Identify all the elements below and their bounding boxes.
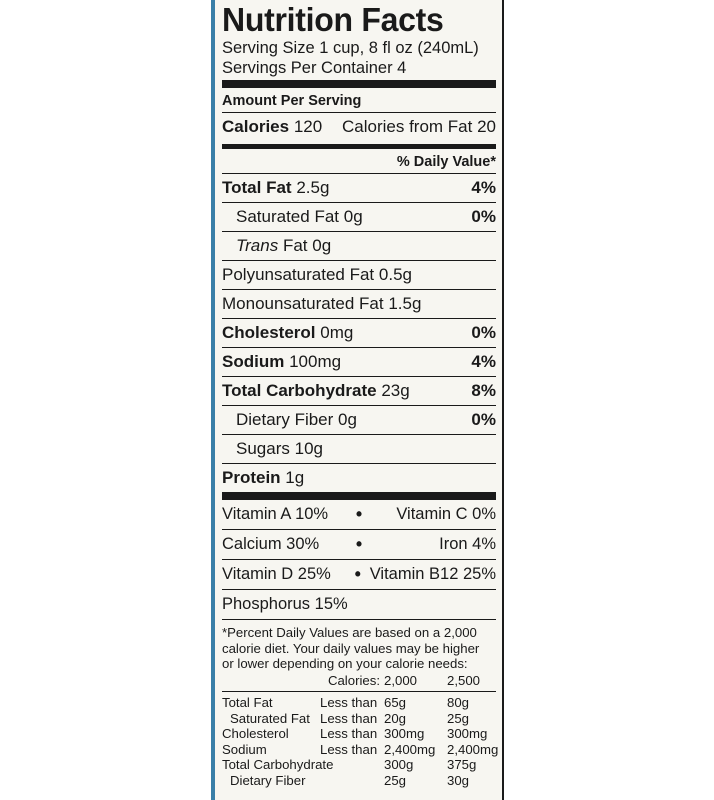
dv-table-row — [222, 773, 496, 789]
nutrient-label: Trans — [236, 236, 279, 255]
dv-table-cell: 80g — [447, 695, 470, 710]
vitamin-row — [222, 500, 496, 529]
label-title: Nutrition Facts — [222, 1, 444, 38]
dv-table-cell: 25g — [447, 710, 470, 726]
amount-per-serving: Amount Per Serving — [222, 93, 362, 109]
dv-table-row — [222, 741, 499, 758]
nutrient-dv: 4% — [471, 352, 496, 371]
dv-table-cell: Total Fat — [222, 695, 273, 710]
dv-table-cell: 20g — [384, 710, 407, 726]
daily-value-table — [222, 672, 499, 789]
dv-table-row — [222, 695, 496, 711]
bullet-separator: • — [355, 534, 363, 554]
nutrient-label: Total Fat — [222, 178, 292, 197]
daily-value-header: % Daily Value* — [396, 154, 496, 170]
dv-table-cell: 25g — [384, 772, 407, 788]
nutrient-label: Total Carbohydrate — [222, 381, 377, 400]
thick-divider — [222, 80, 496, 88]
dv-table-cell: 300mg — [447, 726, 488, 741]
footnote-line: or lower depending on your calorie needs: — [222, 656, 468, 671]
dv-table-cell: Less than — [320, 710, 378, 726]
nutrient-label: Polyunsaturated Fat — [222, 265, 375, 284]
footnote-line: *Percent Daily Values are based on a 2,000 — [222, 625, 477, 640]
dv-table-header — [222, 673, 496, 689]
dv-table-rule — [222, 691, 496, 692]
nutrient-row-saturated-fat — [222, 202, 496, 231]
dv-table-cell: Less than — [320, 726, 378, 741]
dv-table-cell: Less than — [320, 741, 378, 757]
dv-table-cell: 30g — [447, 772, 470, 788]
nutrient-amount: 2.5g — [296, 178, 330, 197]
dv-table-cell: 2,400mg — [384, 741, 436, 757]
nutrient-amount: 0g — [338, 410, 357, 429]
nutrient-dv: 8% — [471, 381, 496, 400]
vitamin-right: Vitamin B12 25% — [369, 565, 496, 583]
nutrient-row-sugars — [222, 434, 496, 463]
serving-size: Serving Size 1 cup, 8 fl oz (240mL) — [222, 39, 479, 57]
vitamin-left: Vitamin D 25% — [222, 565, 331, 583]
dv-table-row — [222, 726, 496, 742]
dv-table-row — [222, 711, 496, 727]
vitamin-row — [222, 559, 496, 589]
dv-table-cell: 300g — [384, 757, 414, 772]
calories-value: 120 — [293, 117, 323, 136]
nutrient-amount: 0mg — [320, 323, 354, 342]
nutrient-amount: 10g — [294, 439, 323, 458]
nutrient-label: Dietary Fiber — [236, 410, 334, 429]
nutrient-amount: 0g — [343, 207, 363, 226]
vitamin-left: Calcium 30% — [222, 535, 320, 553]
calories-row — [222, 112, 496, 141]
dv-table-cell: 65g — [384, 695, 407, 710]
nutrient-amount: 23g — [381, 381, 410, 400]
nutrient-label-rest: Fat — [282, 236, 308, 255]
dv-table-cell — [222, 673, 320, 689]
nutrient-row-trans-fat — [222, 231, 496, 260]
nutrient-label: Sodium — [222, 352, 285, 371]
nutrient-label: Monounsaturated Fat — [222, 294, 384, 313]
dv-table-cell: 2,500 — [447, 672, 481, 688]
bullet-separator: • — [354, 564, 361, 584]
nutrient-amount: 1g — [285, 468, 305, 487]
footnote-line: calorie diet. Your daily values may be higher — [222, 640, 480, 656]
dv-table-cell: 300mg — [384, 726, 425, 741]
nutrient-label: Cholesterol — [222, 323, 316, 342]
vitamin-left: Phosphorus 15% — [222, 595, 348, 613]
nutrient-amount: 100mg — [289, 352, 342, 371]
dv-table-cell: Sodium — [222, 741, 267, 757]
nutrient-row-total-carbohydrate — [222, 376, 496, 405]
medium-divider — [222, 144, 496, 149]
dv-table-cell: 2,400mg — [447, 741, 499, 757]
vitamin-left: Vitamin A 10% — [222, 505, 329, 523]
nutrient-label: Protein — [222, 468, 281, 487]
nutrient-dv: 0% — [471, 207, 496, 226]
dv-table-cell: 375g — [447, 757, 477, 772]
vitamin-right: Vitamin C 0% — [396, 505, 496, 523]
nutrient-row-total-fat — [222, 173, 496, 202]
vitamin-right: Iron 4% — [439, 535, 496, 553]
nutrient-amount: 0g — [312, 236, 332, 255]
nutrient-row-sodium — [222, 347, 496, 376]
calories-from-fat: Calories from Fat 20 — [342, 117, 496, 136]
dv-table-row — [222, 757, 496, 773]
bullet-separator: • — [355, 504, 363, 524]
nutrient-row-monounsaturated-fat — [222, 289, 496, 318]
dv-table-cell: Calories: — [327, 672, 380, 688]
calories-label: Calories — [222, 117, 290, 136]
nutrient-row-protein — [222, 463, 496, 492]
vitamin-row — [222, 529, 496, 559]
nutrient-row-cholesterol — [222, 318, 496, 347]
nutrient-amount: 0.5g — [378, 265, 412, 284]
dv-table-cell: Total Carbohydrate — [222, 757, 334, 772]
footnote — [222, 619, 496, 672]
dv-table-cell: 2,000 — [384, 672, 418, 688]
dv-table-cell: Dietary Fiber — [230, 772, 306, 788]
dv-table-cell: Less than — [320, 695, 378, 710]
nutrient-dv: 0% — [471, 410, 496, 429]
nutrient-label: Sugars — [236, 439, 290, 458]
nutrient-dv: 4% — [471, 178, 496, 197]
dv-table-cell: Saturated Fat — [230, 710, 310, 726]
vitamin-row — [222, 589, 496, 619]
thick-divider — [222, 492, 496, 500]
nutrient-amount: 1.5g — [388, 294, 422, 313]
dv-table-cell: Cholesterol — [222, 726, 289, 741]
nutrition-label — [215, 0, 504, 800]
nutrient-label: Saturated Fat — [236, 207, 340, 226]
nutrient-row-dietary-fiber — [222, 405, 496, 434]
servings-per-container: Servings Per Container 4 — [222, 59, 407, 77]
nutrient-row-polyunsaturated-fat — [222, 260, 496, 289]
nutrient-dv: 0% — [471, 323, 496, 342]
